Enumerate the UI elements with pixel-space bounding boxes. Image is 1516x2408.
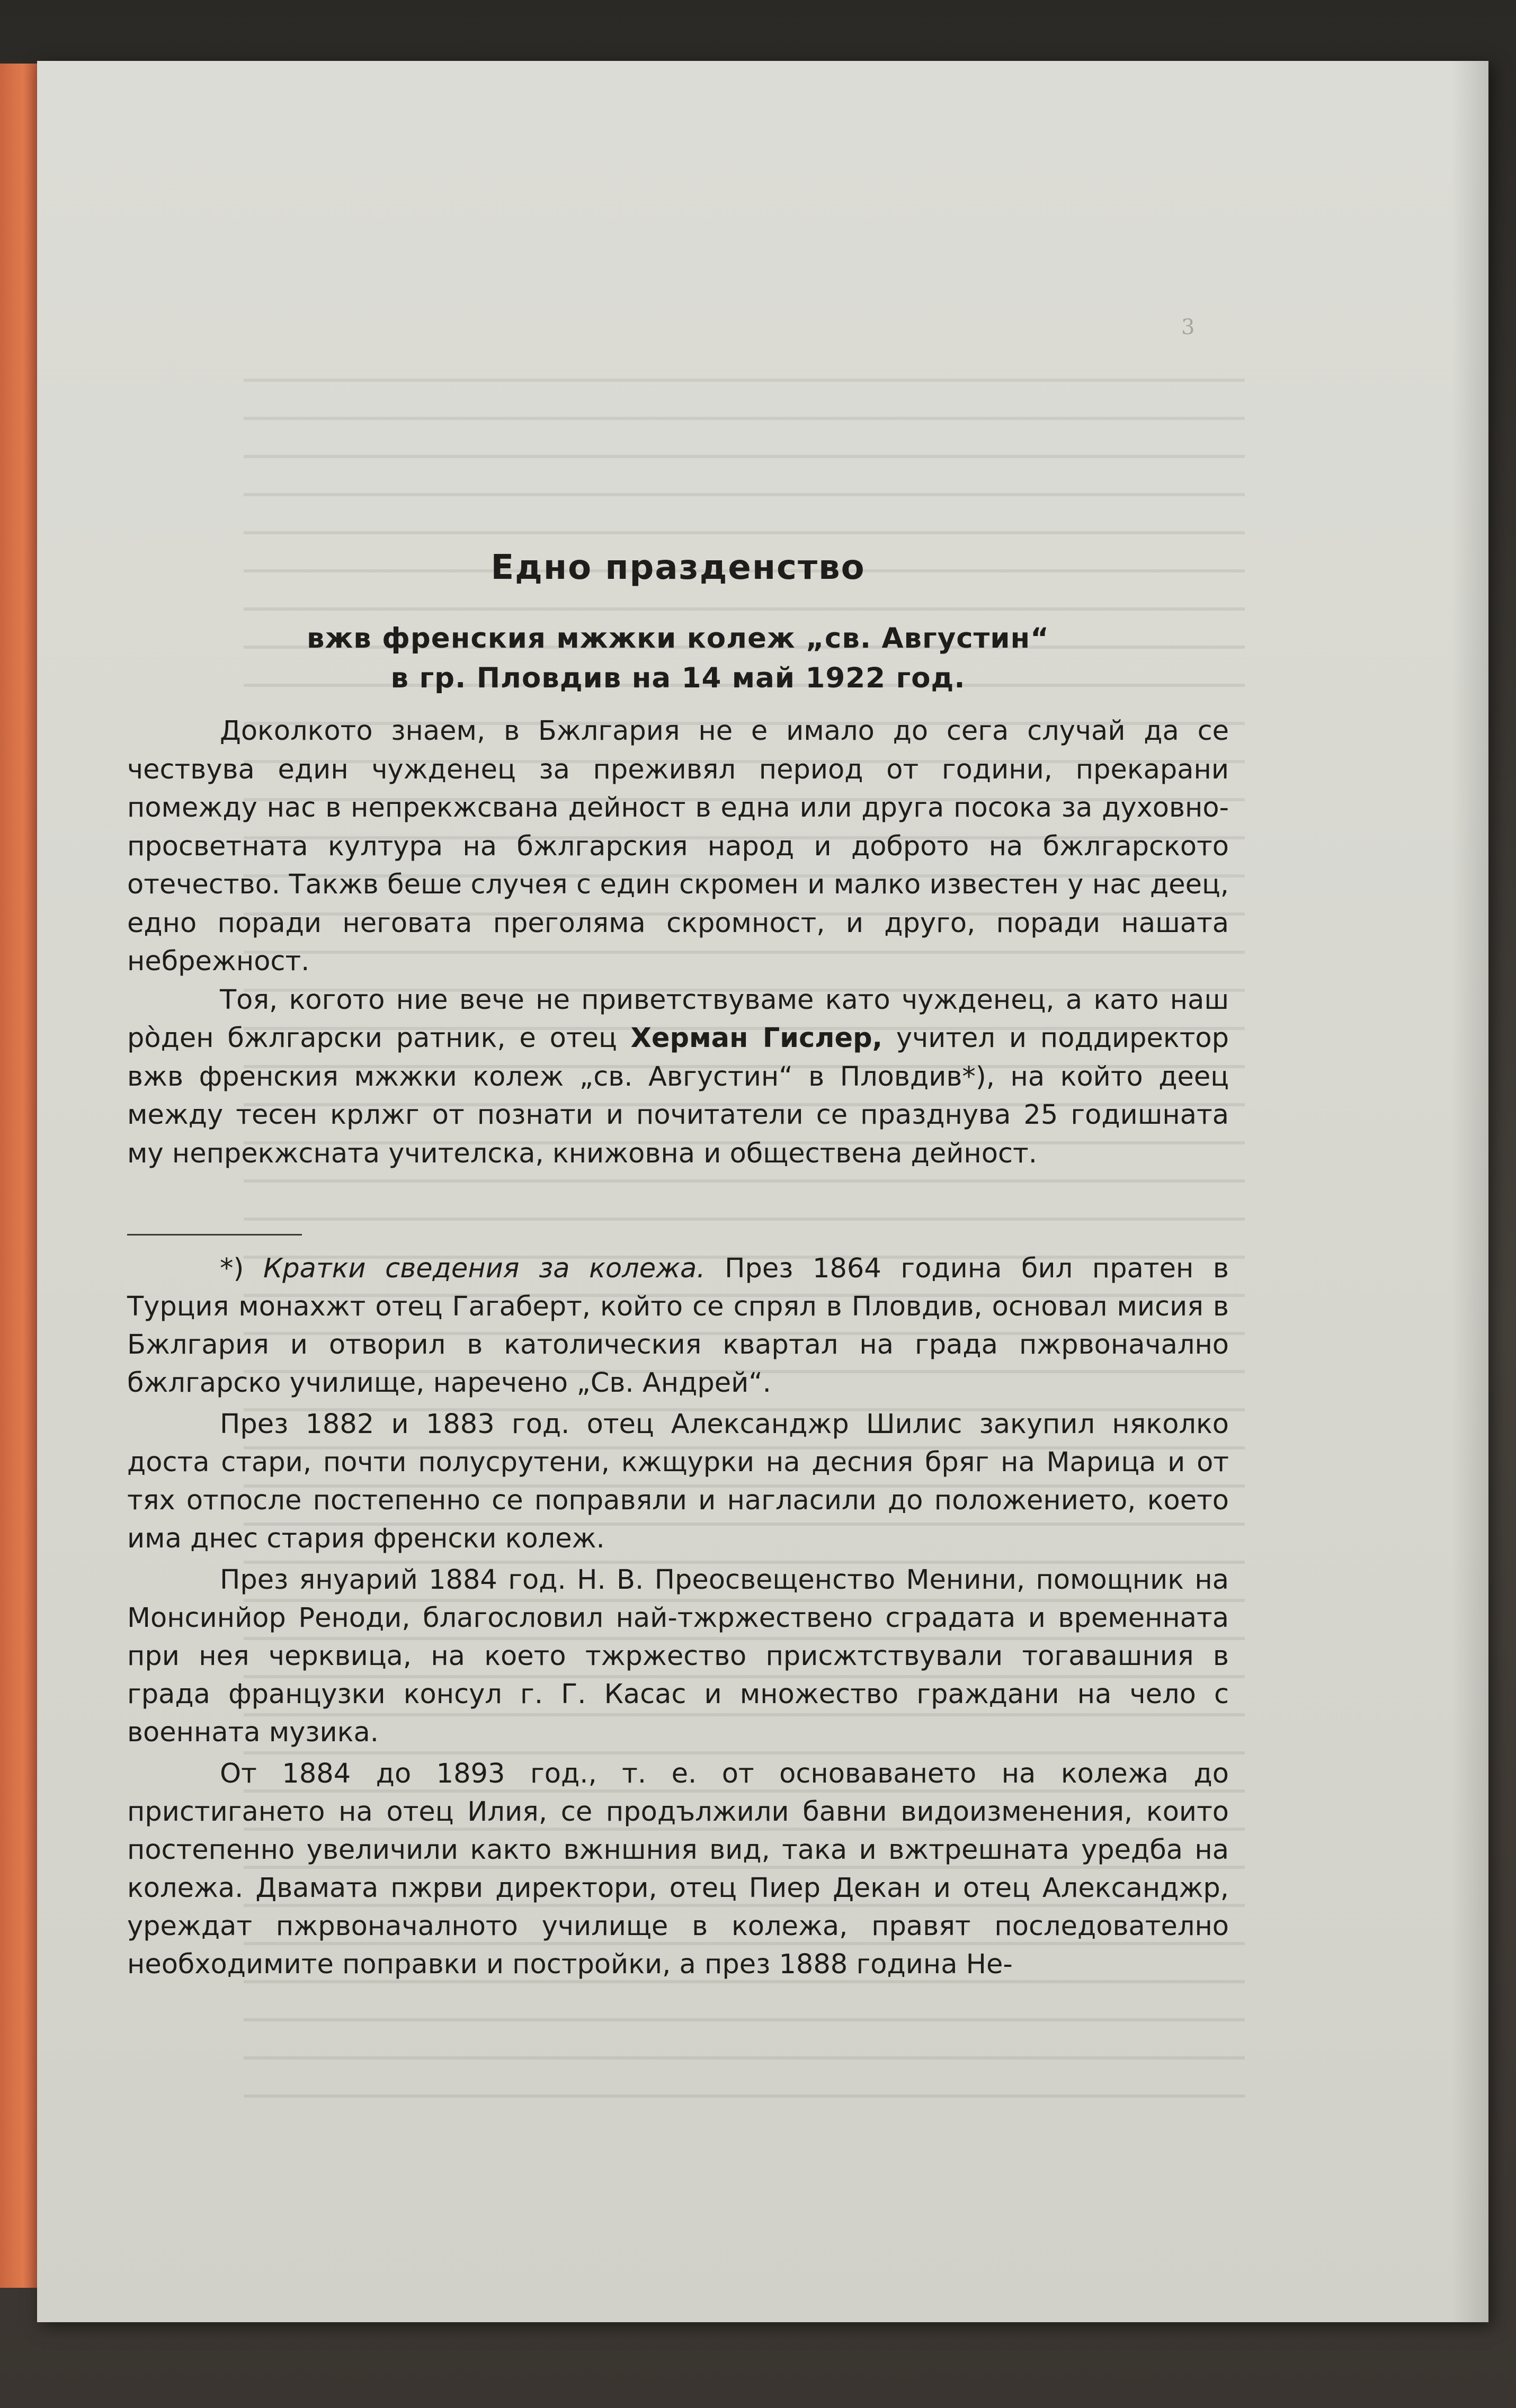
book-cover-edge [0, 64, 40, 2288]
footnote-marker: *) [220, 1253, 244, 1284]
article-body [127, 712, 1229, 1173]
footnote-divider [127, 1234, 302, 1236]
footnote-heading: Кратки сведения за колежа. [263, 1253, 706, 1284]
paragraph-1: Доколкото знаем, в Бжлгария не е имало до сега случай да се чествува един чужденец за преживял период от години, прекарани помежду нас в непрекжсвана дейност в една или друга посока за духовно-просветната култура на бжлгарския народ и доброто на бжлгарското отечество. Такжв беше случея с един скромен и малко известен у нас деец, едно поради неговата преголяма скромност, и друго, поради нашата небрежност. [127, 715, 1229, 977]
article-title: Едно празденство [491, 548, 866, 587]
footnote-paragraph-1-text: През 1864 година бил пратен в Турция монахжт отец Гагаберт, който се спрял в Пловдив, основал мисия в Бжлгария и отворил в католическия квартал на града пжрвоначално бжлгарско училище, наречено „Св. Андрей“. [127, 1253, 1229, 1399]
footnote [127, 1250, 1229, 1984]
page-number: 3 [1181, 315, 1195, 339]
paragraph-2-lead: Тоя, когото ние вече не приветствуваме като чужденец, а като наш рòден бжлгарски ратник, е отец [127, 984, 1229, 1054]
footnote-paragraph-3: През януарий 1884 год. Н. В. Преосвещенство Менини, помощник на Монсинйор Реноди, благословил най-тжржествено сградата и временната при нея черквица, на което тжржество присжтствували тогавашния в града французки консул г. Г. Касас и множество граждани на чело с военната музика. [127, 1564, 1229, 1748]
article-subtitle-line-2: в гр. Пловдив на 14 май 1922 год. [390, 662, 966, 694]
footnote-paragraph-1 [127, 1250, 1229, 1402]
person-name: Херман Гислер, [630, 1023, 883, 1054]
paragraph-2-rest: учител и поддиректор вжв френския мжжки колеж „св. Августин“ в Пловдив*), на който деец между тесен крлжг от познати и почитатели се празднува 25 годишната му непрекжснатa учителска, книжовна и обществена дейност. [127, 1023, 1229, 1169]
book-page [37, 61, 1488, 2322]
article-subtitle-line-1: вжв френския мжжки колеж „св. Августин“ [307, 622, 1049, 655]
paragraph-2 [127, 981, 1229, 1174]
footnote-paragraph-4: От 1884 до 1893 год., т. е. от основаването на колежа до пристигането на отец Илия, се продължили бавни видоизменения, които постепенно увеличили както вжншния вид, така и вжтрешната уредба на колежа. Двамата пжрви директори, отец Пиер Декан и отец Александжр, уреждат пжрвоначалното училище в колежа, правят последователно необходимите поправки и постройки, а през 1888 година Не- [127, 1758, 1229, 1980]
footnote-paragraph-2: През 1882 и 1883 год. отец Александжр Шилис закупил няколко доста стари, почти полусрутени, кжщурки на десния бряг на Марица и от тях отпосле постепенно се поправяли и нагласили до положението, което има днес стария френски колеж. [127, 1409, 1229, 1554]
